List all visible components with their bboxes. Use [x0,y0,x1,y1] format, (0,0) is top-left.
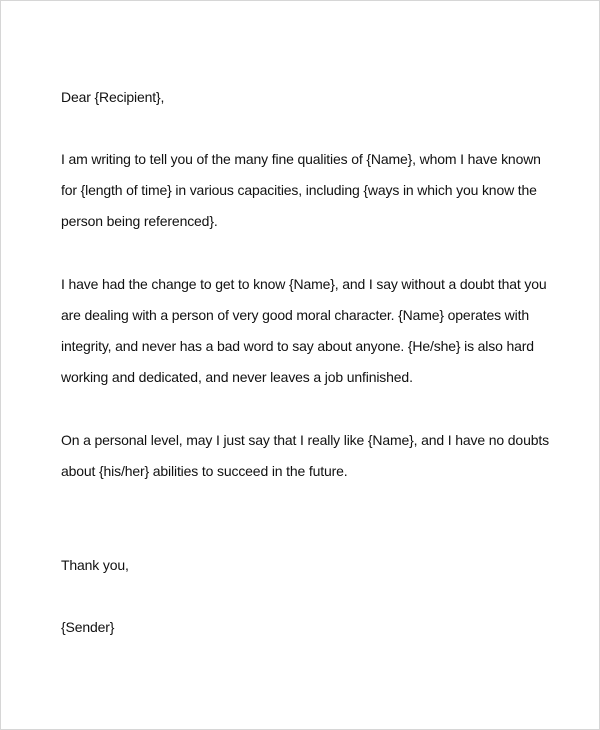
paragraph-line: about {his/her} abilities to succeed in the future. [61,463,348,479]
paragraph-line: working and dedicated, and never leaves a job unfinished. [61,369,413,385]
paragraph-line: I am writing to tell you of the many fine qualities of {Name}, whom I have known [61,151,541,167]
paragraph-line: On a personal level, may I just say that I really like {Name}, and I have no doubts [61,432,549,448]
paragraph-line: are dealing with a person of very good moral character. {Name} operates with [61,307,529,323]
paragraph-line: integrity, and never has a bad word to say about anyone. {He/she} is also hard [61,338,534,354]
paragraph-line: person being referenced}. [61,213,218,229]
paragraph-line: I have had the change to get to know {Name}, and I say without a doubt that you [61,276,547,292]
paragraph-line: for {length of time} in various capacities, including {ways in which you know the [61,182,537,198]
salutation: Dear {Recipient}, [61,89,165,105]
signature: {Sender} [61,619,115,635]
closing: Thank you, [61,557,129,573]
